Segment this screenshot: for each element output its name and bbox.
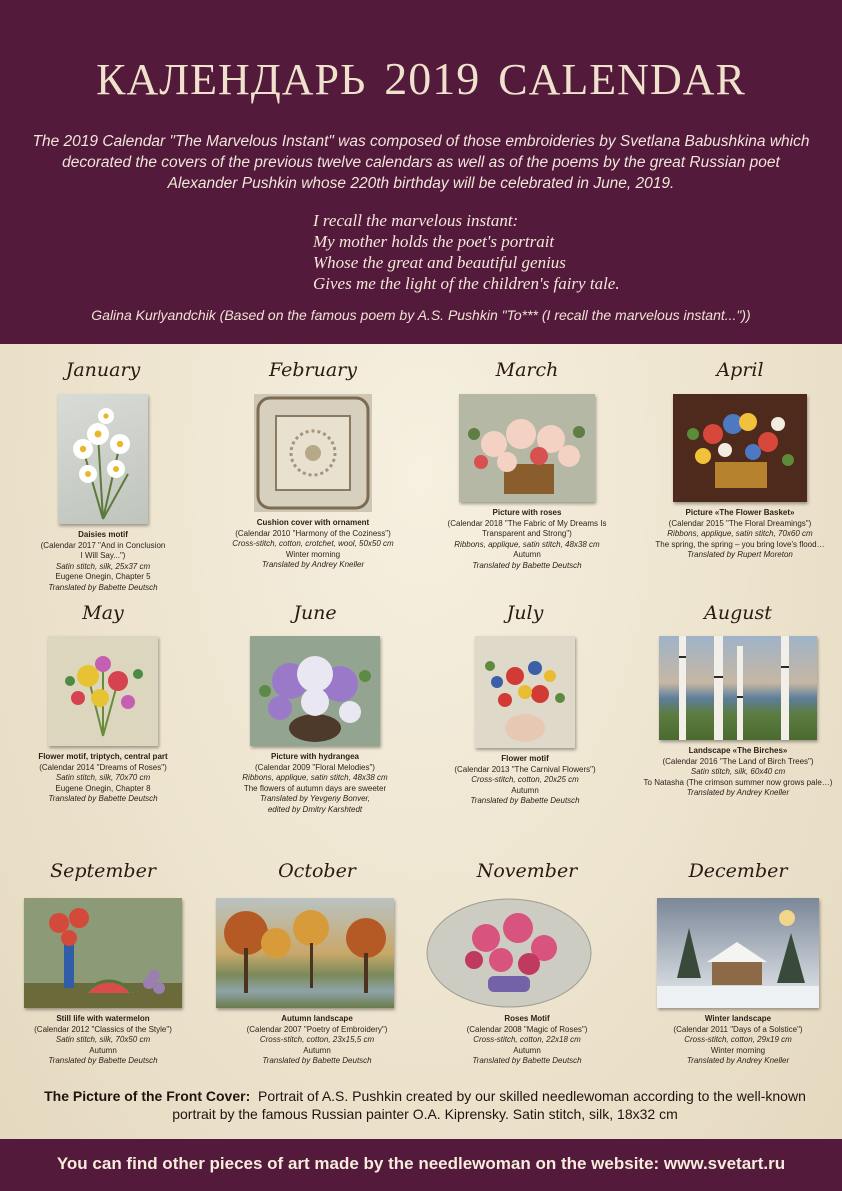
- front-cover-note: [25, 1087, 825, 1123]
- month-cell-august: [643, 600, 833, 799]
- artwork-caption: Picture with hydrangea (Calendar 2009 "Floral Melodies") Ribbons, applique, satin stitch, 48x38 cm The flowers of autumn days are sweeter Translated by Yevgeny Bonver, edited by Dmitry Karshtedt: [242, 752, 388, 814]
- title-english: CALENDAR: [498, 55, 746, 104]
- winter-landscape-image: [657, 898, 819, 1008]
- poem-line: My mother holds the poet's portrait: [313, 232, 555, 251]
- poem-line: I recall the marvelous instant:: [313, 211, 519, 230]
- watermelon-still-life-image: [24, 898, 182, 1008]
- poem-credit: Galina Kurlyandchik (Based on the famous poem by A.S. Pushkin "To*** (I recall the marvelous instant...")): [91, 307, 751, 323]
- month-name: June: [293, 602, 337, 624]
- month-cell-january: [8, 357, 198, 593]
- cushion-embroidery-image: [254, 394, 372, 512]
- birches-embroidery-image: [659, 636, 817, 740]
- artwork-caption: Cushion cover with ornament (Calendar 2010 "Harmony of the Coziness") Cross-stitch, cotton, crotchet, wool, 50x50 cm Winter morning Translated by Andrey Kneller: [232, 518, 394, 569]
- month-cell-september: [8, 858, 198, 1067]
- intro-text: [28, 131, 814, 194]
- daisies-embroidery-image: [58, 394, 148, 524]
- roses-embroidery-image: [459, 394, 595, 502]
- month-cell-april: [645, 357, 835, 561]
- title-year: 2019: [384, 53, 481, 104]
- month-cell-march: [432, 357, 622, 571]
- poem-line: Whose the great and beautiful genius: [313, 253, 566, 272]
- intro-line: decorated the covers of the previous twelve calendars as well as of the poems by the great Russian poet: [62, 154, 780, 171]
- month-name: November: [476, 860, 578, 882]
- month-name: December: [688, 860, 788, 882]
- artwork-caption: Autumn landscape (Calendar 2007 "Poetry of Embroidery") Cross-stitch, cotton, 23x15,5 cm Autumn Translated by Babette Deutsch: [246, 1014, 388, 1065]
- artwork-caption: Daisies motif (Calendar 2017 "And in Conclusion I Will Say...") Satin stitch, silk, 25x37 cm Eugene Onegin, Chapter 5 Translated by Babette Deutsch: [40, 530, 166, 592]
- month-cell-july: [430, 600, 620, 807]
- month-name: July: [506, 602, 544, 624]
- month-name: January: [65, 359, 141, 381]
- intro-line: The 2019 Calendar "The Marvelous Instant" was composed of those embroideries by Svetlana Babushkina which: [32, 133, 810, 150]
- artwork-caption: Picture with roses (Calendar 2018 "The Fabric of My Dreams Is Transparent and Strong") Ribbons, applique, satin stitch, 48x38 cm Autumn Translated by Babette Deutsch: [447, 508, 607, 570]
- hydrangea-embroidery-image: [250, 636, 380, 746]
- front-cover-label: The Picture of the Front Cover:: [44, 1088, 251, 1104]
- front-cover-text: Portrait of A.S. Pushkin created by our skilled needlewoman according to the well-known: [258, 1088, 806, 1104]
- footer-band: [0, 1139, 842, 1191]
- month-cell-june: [220, 600, 410, 815]
- month-cell-december: [643, 858, 833, 1067]
- month-name: May: [82, 602, 124, 624]
- website-note: You can find other pieces of art made by the needlewoman on the website: www.svetart.ru: [56, 1154, 786, 1173]
- roses-motif-embroidery-image: [426, 898, 592, 1008]
- flower-motif-embroidery-image: [48, 636, 158, 746]
- month-cell-october: [222, 858, 412, 1067]
- artwork-caption: Roses Motif (Calendar 2008 "Magic of Roses") Cross-stitch, cotton, 22x18 cm Autumn Translated by Babette Deutsch: [466, 1014, 588, 1065]
- month-name: February: [268, 359, 357, 381]
- intro-line: Alexander Pushkin whose 220th birthday will be celebrated in June, 2019.: [167, 175, 675, 192]
- front-cover-text-2: portrait by the famous Russian painter O.A. Kiprensky. Satin stitch, silk, 18x32 cm: [172, 1106, 678, 1122]
- artwork-caption: Flower motif, triptych, central part (Calendar 2014 "Dreams of Roses") Satin stitch, silk, 70x70 cm Eugene Onegin, Chapter 8 Translated by Babette Deutsch: [38, 752, 168, 803]
- month-name: September: [50, 860, 156, 882]
- month-name: August: [704, 602, 772, 624]
- month-cell-november: [432, 858, 622, 1067]
- calendar-title: [0, 52, 842, 105]
- artwork-caption: Landscape «The Birches» (Calendar 2016 "The Land of Birch Trees") Satin stitch, silk, 60x40 cm To Natasha (The crimson summer now grows pale…) Translated by Andrey Kneller: [643, 746, 833, 797]
- artwork-caption: Still life with watermelon (Calendar 2012 "Classics of the Style") Satin stitch, silk, 70x50 cm Autumn Translated by Babette Deutsch: [34, 1014, 172, 1065]
- artwork-caption: Picture «The Flower Basket» (Calendar 2015 "The Floral Dreamings") Ribbons, applique, satin stitch, 70x60 cm The spring, the spring – you bring love's flood… Translated by Rupert Moreton: [655, 508, 825, 559]
- month-cell-february: [218, 357, 408, 571]
- artwork-caption: Flower motif (Calendar 2013 "The Carnival Flowers") Cross-stitch, cotton, 20x25 cm Autumn Translated by Babette Deutsch: [454, 754, 596, 805]
- title-russian: КАЛЕНДАРЬ: [96, 55, 367, 104]
- header-band: [0, 0, 842, 344]
- autumn-landscape-image: [216, 898, 394, 1008]
- month-name: October: [278, 860, 356, 882]
- month-cell-may: [8, 600, 198, 805]
- month-name: March: [495, 359, 559, 381]
- artwork-caption: Winter landscape (Calendar 2011 "Days of a Solstice") Cross-stitch, cotton, 29x19 cm Winter morning Translated by Andrey Kneller: [673, 1014, 803, 1065]
- month-name: April: [716, 359, 764, 381]
- poem-verse: [313, 210, 733, 294]
- carnival-flowers-embroidery-image: [475, 636, 575, 748]
- flower-basket-embroidery-image: [673, 394, 807, 502]
- poem-line: Gives me the light of the children's fairy tale.: [313, 274, 620, 293]
